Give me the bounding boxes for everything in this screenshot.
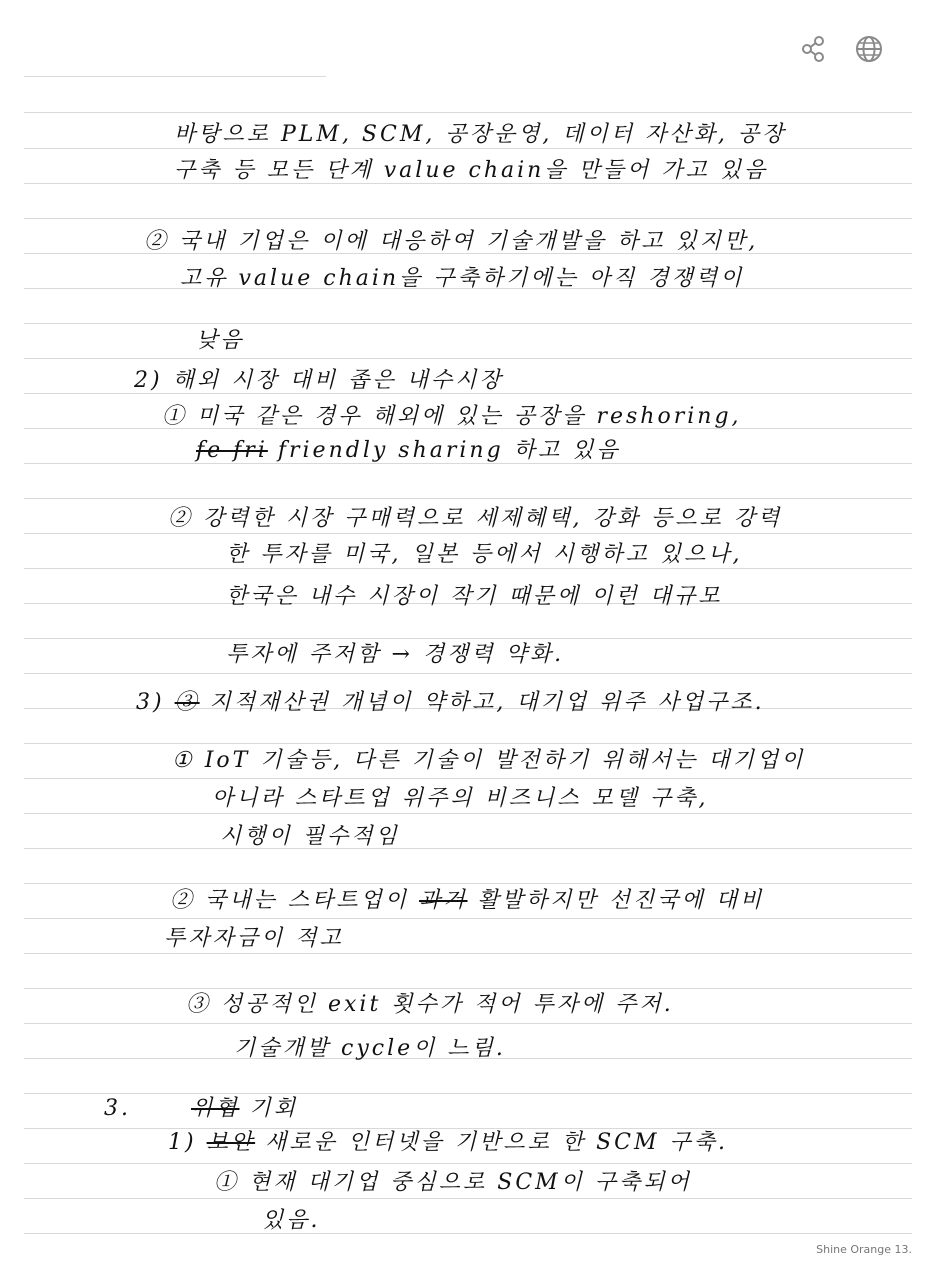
note-line-4: 고유 value chain을 구축하기에는 아직 경쟁력이 bbox=[180, 266, 745, 291]
note-line-7: ① 미국 같은 경우 해외에 있는 공장을 reshoring, bbox=[162, 404, 742, 429]
note-line-5: 낮음 bbox=[196, 328, 245, 353]
note-line-6: 2) 해외 시장 대비 좁은 내수시장 bbox=[134, 368, 504, 393]
note-line-23: ① 현재 대기업 중심으로 SCM이 구축되어 bbox=[214, 1170, 692, 1195]
section-number: 3. bbox=[104, 1096, 131, 1121]
note-line-22-text: 새로운 인터넷을 기반으로 한 SCM 구축. bbox=[265, 1130, 729, 1155]
note-line-18: 투자자금이 적고 bbox=[164, 926, 344, 951]
note-line-9: ② 강력한 시장 구매력으로 세제혜택, 강화 등으로 강력 bbox=[168, 506, 783, 531]
ruled-line bbox=[24, 848, 912, 849]
share-icon[interactable] bbox=[798, 34, 828, 64]
crossed-out-text: ③ bbox=[174, 690, 200, 715]
ruled-line bbox=[24, 498, 912, 499]
note-line-21 bbox=[104, 1094, 298, 1124]
ruled-line bbox=[24, 1198, 912, 1199]
note-line-13-text: 지적재산권 개념이 약하고, 대기업 위주 사업구조. bbox=[209, 690, 765, 715]
note-line-8 bbox=[196, 436, 621, 466]
crossed-out-text: fe fri bbox=[196, 438, 268, 463]
note-line-3: ② 국내 기업은 이에 대응하여 기술개발을 하고 있지만, bbox=[144, 229, 759, 254]
section-heading: 기회 bbox=[249, 1096, 298, 1121]
page-toolbar bbox=[798, 34, 884, 64]
note-line-13 bbox=[136, 688, 765, 718]
note-line-19: ③ 성공적인 exit 횟수가 적어 투자에 주저. bbox=[186, 992, 674, 1017]
ruled-line bbox=[24, 112, 912, 113]
note-line-15: 아니라 스타트업 위주의 비즈니스 모델 구축, bbox=[212, 786, 709, 811]
crossed-out-text: 보안 bbox=[206, 1130, 256, 1155]
note-line-12: 투자에 주저함 → 경쟁력 약화. bbox=[226, 642, 565, 667]
ruled-line bbox=[24, 743, 912, 744]
note-line-20: 기술개발 cycle이 느림. bbox=[234, 1036, 506, 1061]
ruled-line bbox=[24, 218, 912, 219]
crossed-out-text: 과거 bbox=[419, 888, 468, 913]
ruled-line bbox=[24, 323, 912, 324]
note-line-2: 구축 등 모든 단계 value chain을 만들어 가고 있음 bbox=[174, 158, 769, 183]
top-rule bbox=[24, 76, 326, 77]
ruled-line bbox=[24, 673, 912, 674]
ruled-line bbox=[24, 358, 912, 359]
ruled-line bbox=[24, 953, 912, 954]
ruled-line bbox=[24, 1233, 912, 1234]
note-line-8-text: friendly sharing 하고 있음 bbox=[277, 438, 621, 463]
note-line-14: ① IoT 기술등, 다른 기술이 발전하기 위해서는 대기업이 bbox=[172, 748, 806, 773]
globe-icon[interactable] bbox=[854, 34, 884, 64]
note-line-22 bbox=[168, 1128, 728, 1158]
note-line-17-a: ② 국내는 스타트업이 bbox=[170, 888, 410, 913]
section-number: 3) bbox=[136, 690, 165, 715]
ruled-line bbox=[24, 1163, 912, 1164]
ruled-line bbox=[24, 638, 912, 639]
note-line-24: 있음. bbox=[262, 1208, 321, 1233]
note-line-11: 한국은 내수 시장이 작기 때문에 이런 대규모 bbox=[226, 584, 723, 609]
item-number: 1) bbox=[168, 1130, 197, 1155]
ruled-line bbox=[24, 918, 912, 919]
note-line-1: 바탕으로 PLM, SCM, 공장운영, 데이터 자산화, 공장 bbox=[174, 122, 787, 147]
page-footer: Shine Orange 13. bbox=[816, 1243, 912, 1256]
crossed-out-text: 위협 bbox=[190, 1096, 240, 1121]
ruled-line bbox=[24, 778, 912, 779]
note-line-10: 한 투자를 미국, 일본 등에서 시행하고 있으나, bbox=[226, 542, 743, 567]
note-line-17 bbox=[170, 886, 764, 916]
note-line-17-b: 활발하지만 선진국에 대비 bbox=[477, 888, 765, 913]
note-line-16: 시행이 필수적임 bbox=[220, 824, 400, 849]
ruled-line bbox=[24, 988, 912, 989]
ruled-line bbox=[24, 1023, 912, 1024]
ruled-line bbox=[24, 883, 912, 884]
